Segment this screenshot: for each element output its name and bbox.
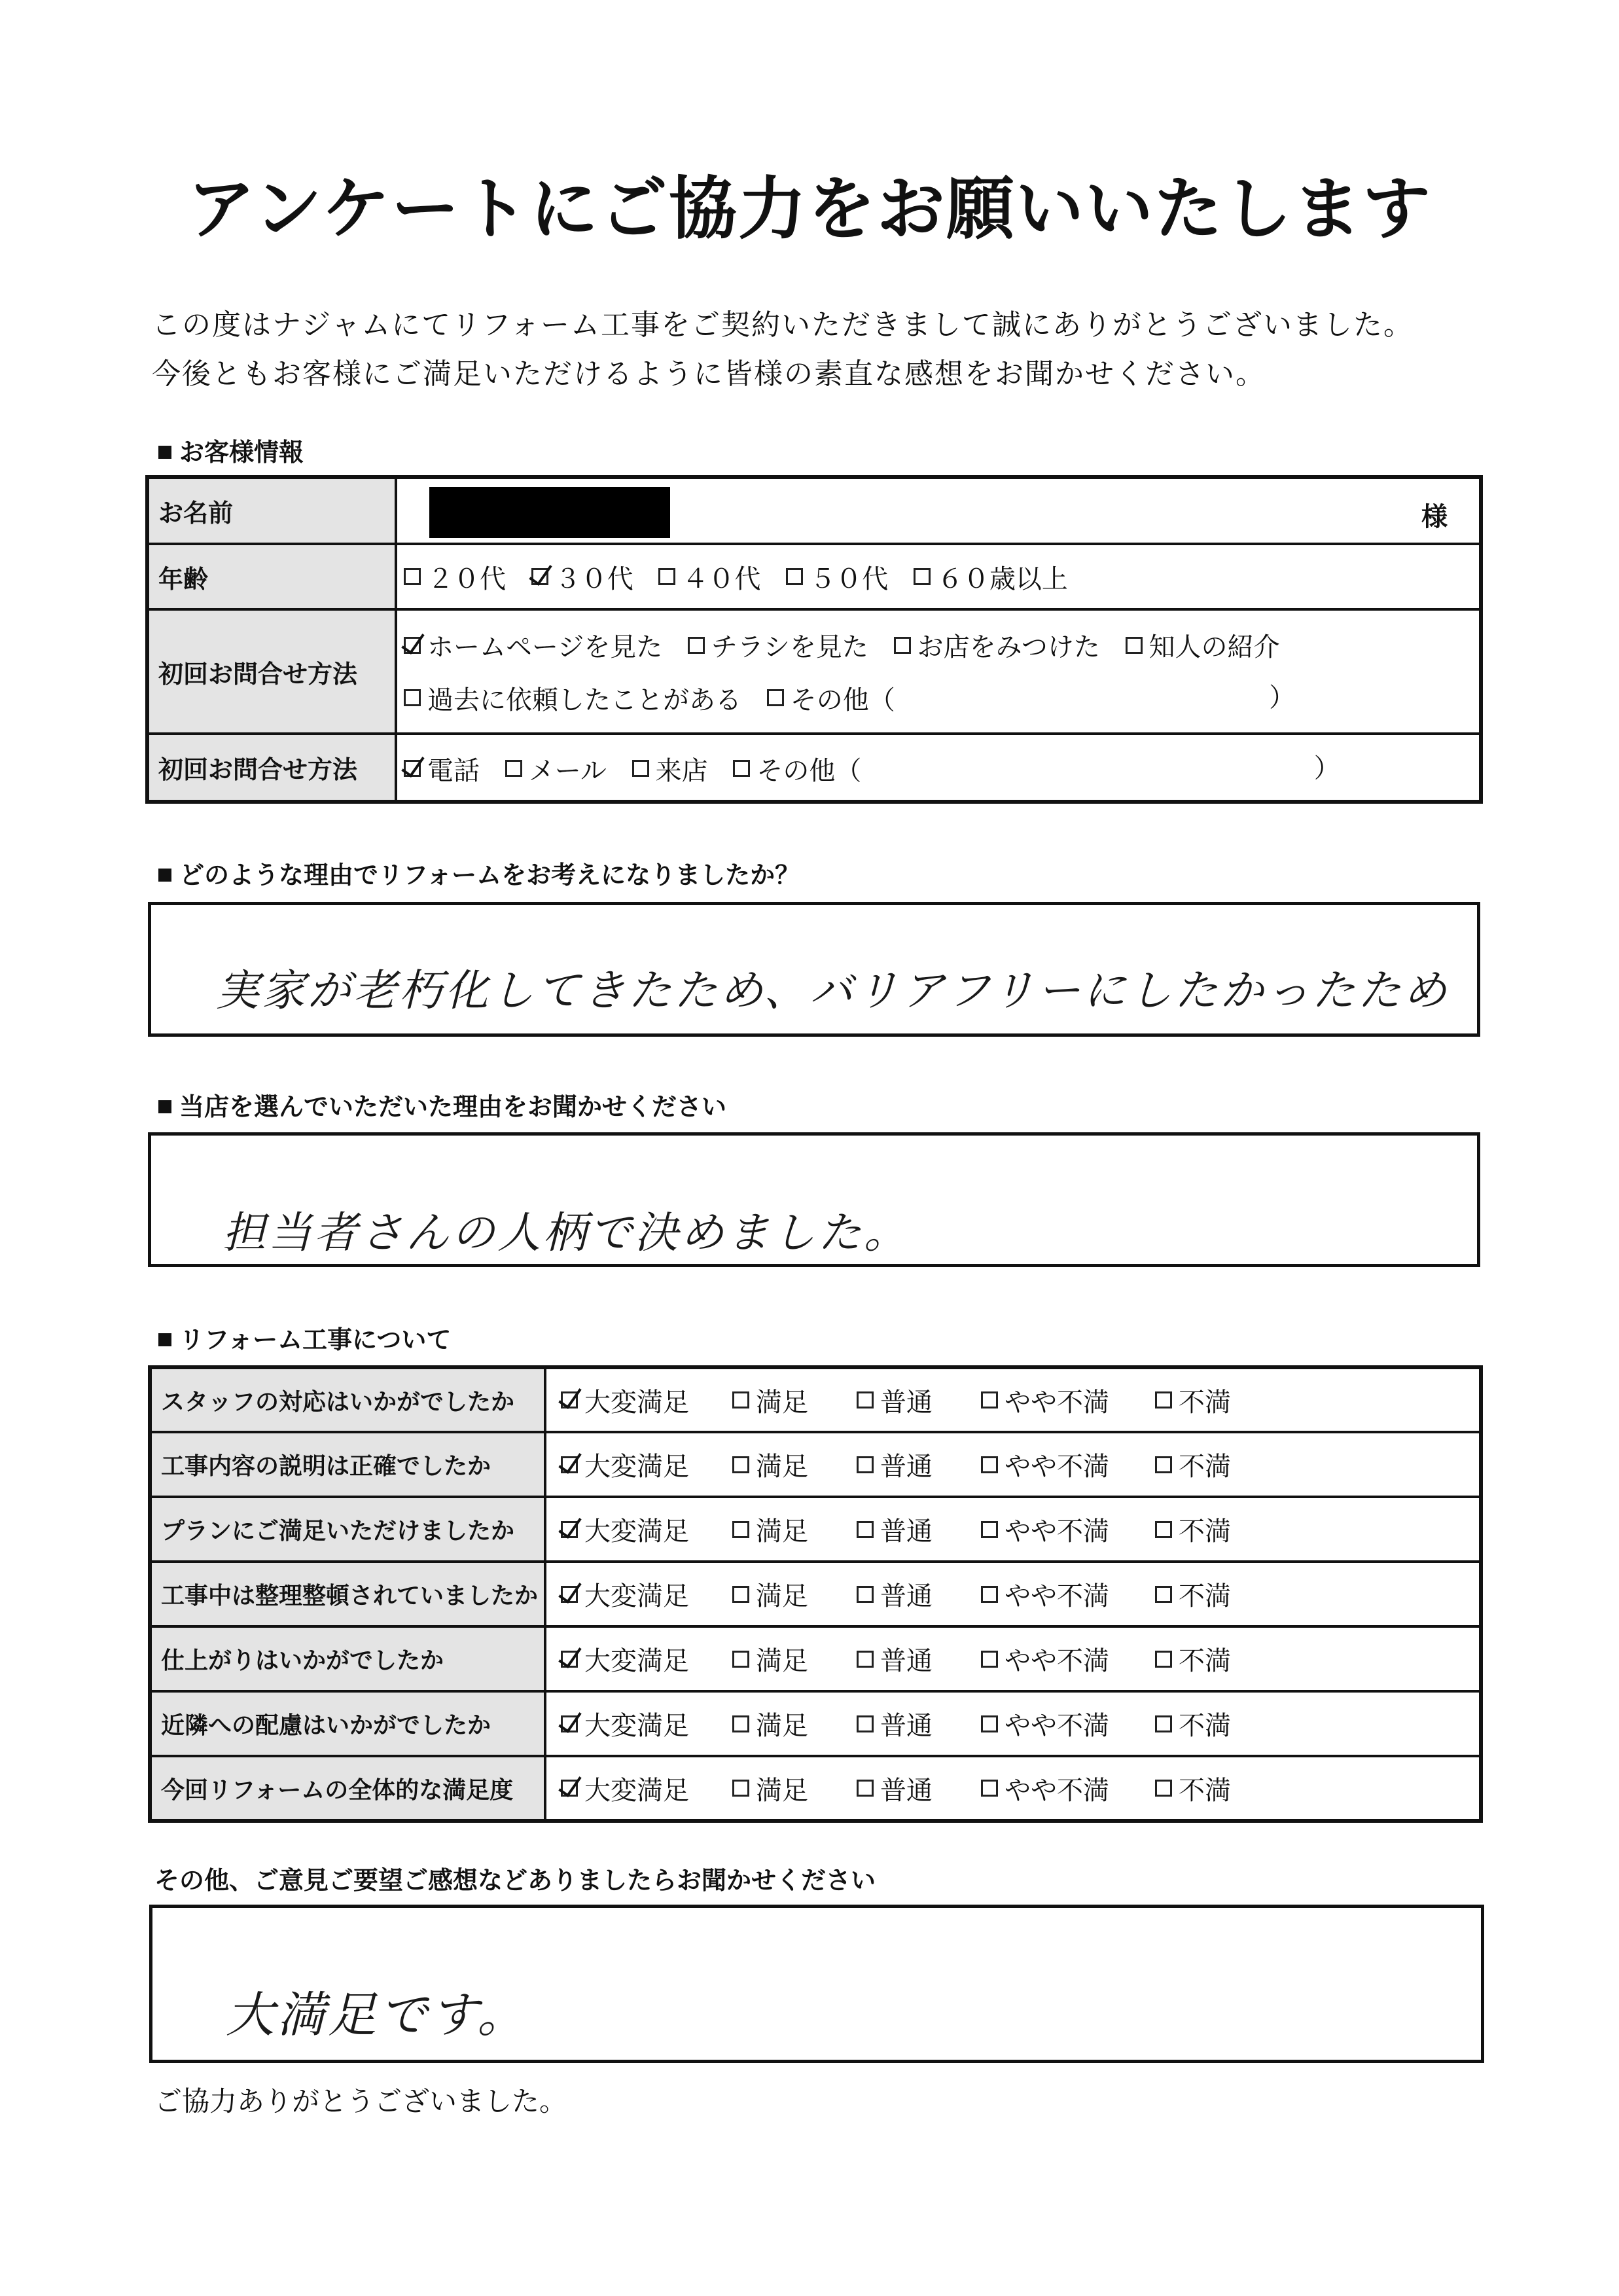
- checkbox-icon: [981, 1780, 998, 1797]
- inquiry-option-past[interactable]: 過去に依頼したことがある: [404, 679, 741, 717]
- rating-question: 工事中は整理整頓されていましたか: [150, 1562, 545, 1626]
- checkbox-icon: [981, 1651, 998, 1668]
- rating-option[interactable]: やや不満: [981, 1770, 1109, 1807]
- checkbox-icon: [732, 1586, 749, 1603]
- rating-option[interactable]: やや不満: [981, 1446, 1109, 1483]
- checkbox-icon: [857, 1780, 874, 1797]
- inquiry-option-store[interactable]: お店をみつけた: [894, 626, 1100, 664]
- inquiry-option-other[interactable]: その他（: [767, 679, 895, 717]
- contact-options: [396, 734, 1481, 802]
- rating-option[interactable]: 満足: [732, 1511, 808, 1548]
- choice-answer-text: 担当者さんの人柄で決めました。: [222, 1208, 910, 1258]
- rating-option[interactable]: 不満: [1155, 1575, 1231, 1613]
- rating-question: 今回リフォームの全体的な満足度: [150, 1756, 545, 1821]
- age-option-20s[interactable]: ２０代: [404, 558, 506, 596]
- rating-question: 仕上がりはいかがでしたか: [150, 1626, 545, 1691]
- rating-options: [545, 1562, 1481, 1626]
- rating-row: [150, 1497, 1481, 1562]
- rating-options: [545, 1367, 1481, 1432]
- square-bullet-icon: [158, 446, 171, 459]
- rating-option[interactable]: 満足: [732, 1575, 808, 1613]
- rating-option[interactable]: 普通: [857, 1511, 933, 1548]
- checkbox-icon: [981, 1521, 998, 1538]
- age-option-30s[interactable]: ３０代: [531, 558, 633, 596]
- rating-option[interactable]: 満足: [732, 1446, 808, 1483]
- checkbox-icon: [857, 1586, 874, 1603]
- rating-option[interactable]: 普通: [857, 1770, 933, 1807]
- reform-rating-table: [148, 1365, 1483, 1823]
- checkbox-icon: [857, 1456, 874, 1473]
- reason-answer-text: 実家が老朽化してきたため、バリアフリーにしたかったため: [216, 965, 1450, 1016]
- checked-checkbox-icon: [404, 637, 421, 654]
- rating-options: [545, 1691, 1481, 1756]
- checkbox-icon: [1155, 1780, 1172, 1797]
- inquiry-option-homepage[interactable]: ホームページを見た: [404, 626, 662, 664]
- rating-option[interactable]: 満足: [732, 1705, 808, 1742]
- rating-option[interactable]: やや不満: [981, 1511, 1109, 1548]
- contact-option-email[interactable]: メール: [505, 750, 607, 787]
- inquiry-options: [396, 609, 1481, 734]
- rating-option[interactable]: 満足: [732, 1640, 808, 1677]
- checkbox-icon: [894, 637, 911, 654]
- rating-option[interactable]: やや不満: [981, 1575, 1109, 1613]
- checked-checkbox-icon: [561, 1391, 578, 1408]
- contact-option-phone[interactable]: 電話: [404, 750, 480, 787]
- checkbox-icon: [981, 1715, 998, 1732]
- checkbox-icon: [1155, 1715, 1172, 1732]
- rating-question: 工事内容の説明は正確でしたか: [150, 1432, 545, 1497]
- name-suffix: 様: [1421, 502, 1448, 532]
- checkbox-icon: [404, 568, 421, 585]
- square-bullet-icon: [158, 1100, 171, 1113]
- checkbox-icon: [1155, 1586, 1172, 1603]
- age-option-40s[interactable]: ４０代: [658, 558, 760, 596]
- checkbox-icon: [732, 1456, 749, 1473]
- name-redaction: [429, 487, 670, 538]
- rating-row: [150, 1691, 1481, 1756]
- rating-option[interactable]: 大変満足: [561, 1575, 689, 1613]
- rating-options: [545, 1432, 1481, 1497]
- checkbox-icon: [732, 1391, 749, 1408]
- checkbox-icon: [767, 689, 784, 706]
- checked-checkbox-icon: [561, 1715, 578, 1732]
- checked-checkbox-icon: [404, 760, 421, 777]
- intro-line-1: この度はナジャムにてリフォーム工事をご契約いただきまして誠にありがとうございました。: [152, 308, 1414, 342]
- rating-option[interactable]: 普通: [857, 1446, 933, 1483]
- closing-message: ご協力ありがとうございました。: [154, 2085, 567, 2117]
- rating-option[interactable]: 大変満足: [561, 1770, 689, 1807]
- checkbox-icon: [688, 637, 705, 654]
- checkbox-icon: [1155, 1651, 1172, 1668]
- age-option-50s[interactable]: ５０代: [786, 558, 888, 596]
- checkbox-icon: [981, 1391, 998, 1408]
- rating-question: スタッフの対応はいかがでしたか: [150, 1367, 545, 1432]
- checkbox-icon: [786, 568, 803, 585]
- choice-heading: 当店を選んでいただいた理由をお聞かせください: [158, 1086, 726, 1122]
- rating-option[interactable]: やや不満: [981, 1705, 1109, 1742]
- age-label: 年齢: [147, 544, 396, 609]
- checkbox-icon: [733, 760, 750, 777]
- checkbox-icon: [914, 568, 931, 585]
- checkbox-icon: [732, 1715, 749, 1732]
- contact-option-visit[interactable]: 来店: [632, 750, 708, 787]
- rating-option[interactable]: 普通: [857, 1640, 933, 1677]
- rating-option[interactable]: 大変満足: [561, 1640, 689, 1677]
- checkbox-icon: [732, 1651, 749, 1668]
- square-bullet-icon: [158, 869, 171, 882]
- inquiry-option-flyer[interactable]: チラシを見た: [688, 626, 868, 664]
- checked-checkbox-icon: [561, 1780, 578, 1797]
- rating-option[interactable]: 普通: [857, 1705, 933, 1742]
- checkbox-icon: [1155, 1456, 1172, 1473]
- rating-option[interactable]: 不満: [1155, 1511, 1231, 1548]
- checkbox-icon: [732, 1521, 749, 1538]
- rating-option[interactable]: 不満: [1155, 1640, 1231, 1677]
- rating-row: [150, 1756, 1481, 1821]
- rating-row: [150, 1626, 1481, 1691]
- other-heading: その他、ご意見ご要望ご感想などありましたらお聞かせください: [154, 1866, 876, 1895]
- rating-option[interactable]: 大変満足: [561, 1511, 689, 1548]
- reason-heading: どのような理由でリフォームをお考えになりましたか？: [158, 855, 800, 891]
- rating-option[interactable]: 満足: [732, 1770, 808, 1807]
- square-bullet-icon: [158, 1333, 171, 1346]
- checkbox-icon: [981, 1586, 998, 1603]
- customer-info-heading: お客様情報: [158, 432, 304, 468]
- rating-option[interactable]: 不満: [1155, 1446, 1231, 1483]
- contact-close-paren: ）: [1313, 753, 1340, 784]
- checked-checkbox-icon: [531, 568, 548, 585]
- rating-options: [545, 1497, 1481, 1562]
- rating-row: [150, 1432, 1481, 1497]
- intro-line-2: 今後ともお客様にご満足いただけるように皆様の素直な感想をお聞かせください。: [152, 357, 1266, 391]
- rating-options: [545, 1626, 1481, 1691]
- checkbox-icon: [1126, 637, 1143, 654]
- rating-option[interactable]: 不満: [1155, 1770, 1231, 1807]
- rating-option[interactable]: やや不満: [981, 1640, 1109, 1677]
- rating-row: [150, 1367, 1481, 1432]
- inquiry-label: 初回お問合せ方法: [147, 609, 396, 734]
- checked-checkbox-icon: [561, 1651, 578, 1668]
- checkbox-icon: [732, 1780, 749, 1797]
- inquiry-close-paren: ）: [1269, 683, 1296, 713]
- rating-option[interactable]: 満足: [732, 1382, 808, 1419]
- inquiry-option-referral[interactable]: 知人の紹介: [1126, 626, 1280, 664]
- checkbox-icon: [1155, 1391, 1172, 1408]
- checkbox-icon: [632, 760, 649, 777]
- rating-option[interactable]: やや不満: [981, 1382, 1109, 1419]
- page-title: アンケートにご協力をお願いいたします: [187, 169, 1432, 249]
- rating-options: [545, 1756, 1481, 1821]
- checkbox-icon: [857, 1391, 874, 1408]
- customer-info-table: [145, 475, 1483, 804]
- rating-option[interactable]: 大変満足: [561, 1705, 689, 1742]
- checkbox-icon: [857, 1651, 874, 1668]
- rating-option[interactable]: 不満: [1155, 1382, 1231, 1419]
- checkbox-icon: [981, 1456, 998, 1473]
- checked-checkbox-icon: [561, 1521, 578, 1538]
- rating-option[interactable]: 大変満足: [561, 1382, 689, 1419]
- checked-checkbox-icon: [561, 1586, 578, 1603]
- reform-heading: リフォーム工事について: [158, 1319, 451, 1355]
- contact-label: 初回お問合せ方法: [147, 734, 396, 802]
- other-answer-text: 大満足です。: [226, 1987, 529, 2043]
- rating-question: 近隣への配慮はいかがでしたか: [150, 1691, 545, 1756]
- name-label: お名前: [147, 477, 396, 544]
- checkbox-icon: [658, 568, 675, 585]
- checkbox-icon: [1155, 1521, 1172, 1538]
- rating-option[interactable]: 普通: [857, 1575, 933, 1613]
- checkbox-icon: [857, 1521, 874, 1538]
- rating-option[interactable]: 大変満足: [561, 1446, 689, 1483]
- contact-option-other[interactable]: その他（: [733, 750, 861, 787]
- rating-option[interactable]: 不満: [1155, 1705, 1231, 1742]
- checkbox-icon: [404, 689, 421, 706]
- checked-checkbox-icon: [561, 1456, 578, 1473]
- age-option-60plus[interactable]: ６０歳以上: [914, 558, 1068, 596]
- age-options: [396, 544, 1481, 609]
- checkbox-icon: [505, 760, 522, 777]
- checkbox-icon: [857, 1715, 874, 1732]
- rating-option[interactable]: 普通: [857, 1382, 933, 1419]
- rating-row: [150, 1562, 1481, 1626]
- rating-question: プランにご満足いただけましたか: [150, 1497, 545, 1562]
